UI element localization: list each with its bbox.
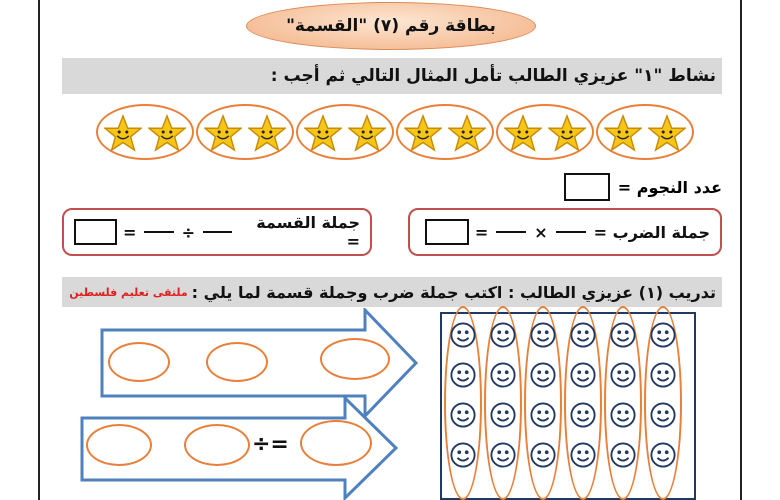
division-equals: = [123, 222, 137, 242]
star-count-row [390, 172, 722, 202]
multiplication-answer-box[interactable] [425, 219, 469, 245]
division-sentence-box [62, 208, 372, 256]
smiley-face-icon [530, 362, 556, 388]
smiley-face-icon [450, 322, 476, 348]
division-blank-1[interactable] [203, 231, 232, 233]
division-answer-box[interactable] [74, 219, 117, 245]
smiley-face-icon [570, 402, 596, 428]
smiley-face-icon [650, 322, 676, 348]
smiley-face-icon [490, 442, 516, 468]
multiplication-equals: = [474, 222, 489, 242]
smiley-face-icon [450, 362, 476, 388]
smiley-face-icon [610, 402, 636, 428]
page-border-left [38, 0, 40, 500]
times-sign: × [534, 222, 548, 242]
page-border-right [740, 0, 742, 500]
smiley-face-icon [570, 442, 596, 468]
star-icon [448, 114, 486, 152]
division-blank-2[interactable] [144, 231, 173, 233]
smiley-face-icon [530, 322, 556, 348]
star-count-answer-box[interactable] [564, 173, 610, 201]
star-groups [0, 104, 780, 164]
smiley-face-icon [650, 442, 676, 468]
activity-1-heading: نشاط "١" عزيزي الطالب تأمل المثال التالي ثم أجب : [62, 58, 722, 94]
mult-answer-oval-1[interactable] [108, 342, 170, 382]
smiley-face-icon [490, 362, 516, 388]
smiley-face-icon [530, 442, 556, 468]
star-icon [104, 114, 142, 152]
div-answer-oval-2[interactable] [184, 424, 250, 466]
star-icon [304, 114, 342, 152]
smiley-face-icon [570, 362, 596, 388]
smiley-face-icon [530, 402, 556, 428]
div-answer-oval-1[interactable] [86, 424, 152, 466]
smiley-face-icon [650, 362, 676, 388]
training-1-heading [62, 277, 722, 307]
division-label: جملة القسمة = [256, 213, 360, 251]
smiley-face-icon [570, 322, 596, 348]
smiley-face-icon [490, 322, 516, 348]
smiley-face-icon [610, 442, 636, 468]
star-icon [604, 114, 642, 152]
smiley-face-icon [650, 402, 676, 428]
divide-equals-sign: ÷= [252, 432, 289, 457]
star-count-label: عدد النجوم = [617, 177, 722, 197]
star-icon [248, 114, 286, 152]
smiley-face-icon [450, 402, 476, 428]
mult-answer-oval-3[interactable] [320, 338, 390, 380]
div-answer-oval-3[interactable] [300, 420, 372, 466]
mult-answer-oval-2[interactable] [206, 342, 268, 382]
star-icon [548, 114, 586, 152]
training-text: تدريب (١) عزيزي الطالب : اكتب جملة ضرب وجملة قسمة لما يلي : [191, 282, 716, 302]
star-icon [148, 114, 186, 152]
star-icon [648, 114, 686, 152]
star-icon [504, 114, 542, 152]
star-icon [204, 114, 242, 152]
multiplication-label: جملة الضرب = [593, 222, 710, 242]
smiley-face-icon [490, 402, 516, 428]
card-title: بطاقة رقم (٧) "القسمة" [246, 2, 536, 50]
smiley-face-icon [450, 442, 476, 468]
star-icon [404, 114, 442, 152]
smiley-face-icon [610, 322, 636, 348]
star-icon [348, 114, 386, 152]
multiplication-blank-2[interactable] [496, 231, 526, 233]
divide-sign: ÷ [181, 222, 196, 242]
source-note: ملتقى تعليم فلسطين [69, 285, 188, 299]
smiley-face-icon [610, 362, 636, 388]
multiplication-blank-1[interactable] [556, 231, 586, 233]
multiplication-sentence-box [408, 208, 722, 256]
